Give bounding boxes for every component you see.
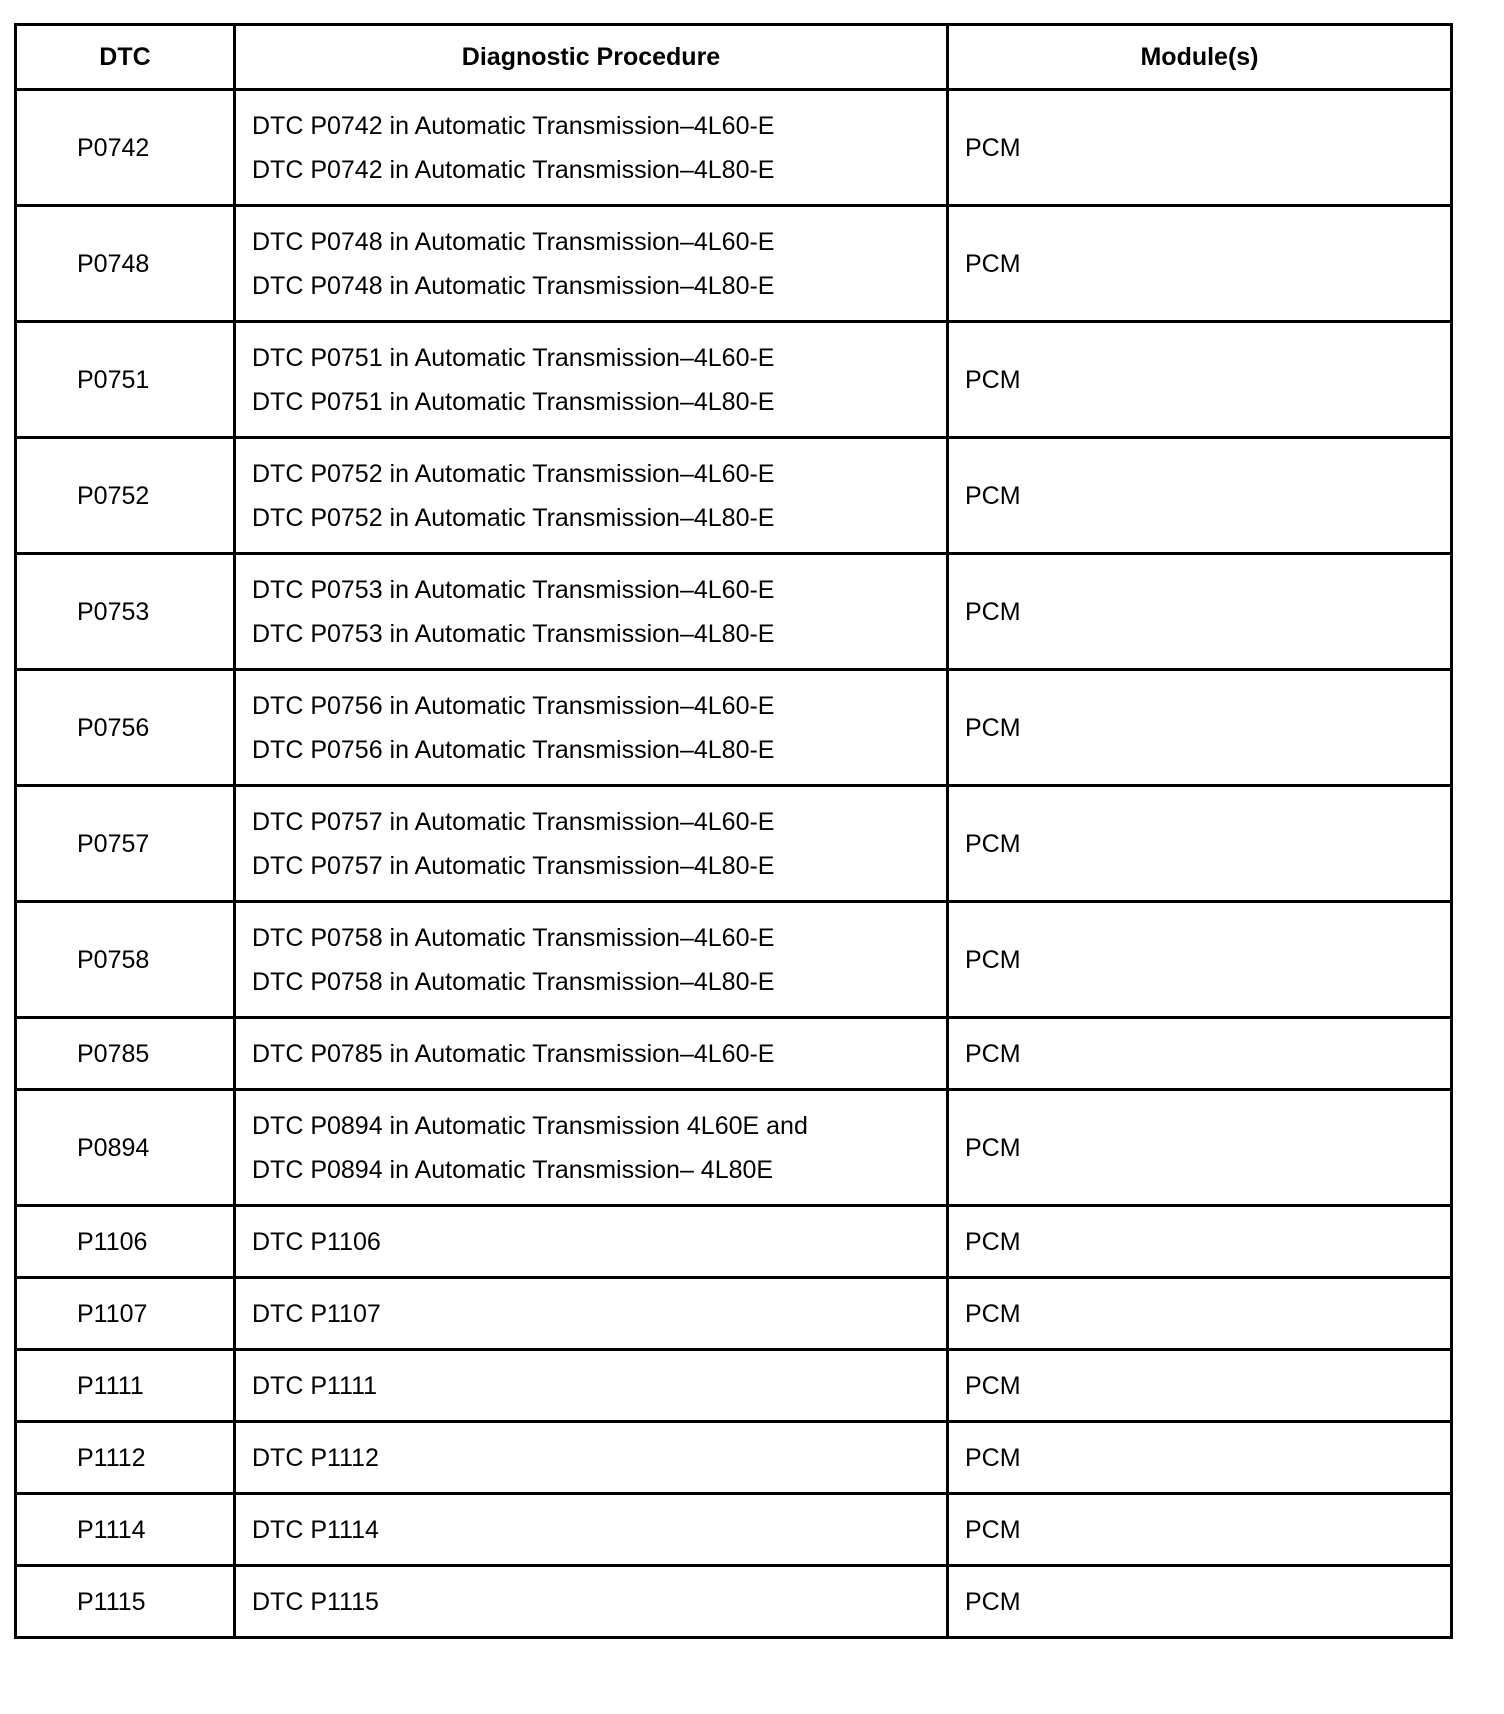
dtc-code-cell: P0752 — [16, 438, 235, 554]
table-row — [16, 1090, 1452, 1206]
procedure-link-text: DTC P0756 in Automatic Transmission–4L60-E — [252, 691, 775, 720]
table-row — [16, 438, 1452, 554]
procedure-link-text: DTC P0751 in Automatic Transmission–4L60-E — [252, 343, 775, 372]
diagnostic-procedure-cell — [235, 1090, 948, 1206]
table-row — [16, 786, 1452, 902]
procedure-link-text: DTC P0758 in Automatic Transmission–4L60-E — [252, 923, 775, 952]
table-row — [16, 670, 1452, 786]
dtc-code-cell: P0753 — [16, 554, 235, 670]
dtc-code-cell: P1107 — [16, 1278, 235, 1350]
dtc-code-cell: P0748 — [16, 206, 235, 322]
procedure-link-text: DTC P0894 in Automatic Transmission 4L60E and — [252, 1111, 808, 1140]
module-cell: PCM — [948, 90, 1452, 206]
module-cell: PCM — [948, 1350, 1452, 1422]
procedure-link-text: DTC P0757 in Automatic Transmission–4L60-E — [252, 807, 775, 836]
module-cell: PCM — [948, 786, 1452, 902]
module-cell: PCM — [948, 670, 1452, 786]
procedure-link-text: DTC P0752 in Automatic Transmission–4L80-E — [252, 503, 775, 532]
procedure-link-text: DTC P1106 — [252, 1227, 381, 1256]
dtc-code-cell: P0785 — [16, 1018, 235, 1090]
dtc-code-cell: P0756 — [16, 670, 235, 786]
dtc-code-cell: P0757 — [16, 786, 235, 902]
procedure-link-text: DTC P0742 in Automatic Transmission–4L60-E — [252, 111, 775, 140]
dtc-code-cell: P0894 — [16, 1090, 235, 1206]
procedure-link-text: DTC P1112 — [252, 1443, 379, 1472]
procedure-link-text: DTC P0748 in Automatic Transmission–4L60-E — [252, 227, 775, 256]
diagnostic-procedure-cell — [235, 786, 948, 902]
dtc-code-cell: P1106 — [16, 1206, 235, 1278]
dtc-code-cell: P1111 — [16, 1350, 235, 1422]
diagnostic-procedure-cell — [235, 90, 948, 206]
table-row — [16, 1494, 1452, 1566]
diagnostic-procedure-cell — [235, 322, 948, 438]
procedure-link-text: DTC P0753 in Automatic Transmission–4L80-E — [252, 619, 775, 648]
procedure-link-text: DTC P0756 in Automatic Transmission–4L80-E — [252, 735, 775, 764]
dtc-code-cell: P1115 — [16, 1566, 235, 1638]
table-row — [16, 1350, 1452, 1422]
table-row — [16, 1566, 1452, 1638]
table-row — [16, 902, 1452, 1018]
dtc-code-cell: P1112 — [16, 1422, 235, 1494]
procedure-link-text: DTC P1111 — [252, 1371, 378, 1400]
header-modules: Module(s) — [948, 25, 1452, 90]
table-row — [16, 322, 1452, 438]
diagnostic-procedure-cell — [235, 554, 948, 670]
table-row — [16, 1018, 1452, 1090]
diagnostic-procedure-cell — [235, 1422, 948, 1494]
module-cell: PCM — [948, 554, 1452, 670]
diagnostic-procedure-cell — [235, 1018, 948, 1090]
module-cell: PCM — [948, 322, 1452, 438]
module-cell: PCM — [948, 1206, 1452, 1278]
module-cell: PCM — [948, 1018, 1452, 1090]
module-cell: PCM — [948, 1090, 1452, 1206]
dtc-code-cell: P1114 — [16, 1494, 235, 1566]
procedure-link-text: DTC P0742 in Automatic Transmission–4L80-E — [252, 155, 775, 184]
procedure-link-text: DTC P0753 in Automatic Transmission–4L60-E — [252, 575, 775, 604]
procedure-link-text: DTC P1107 — [252, 1299, 381, 1328]
procedure-link-text: DTC P0751 in Automatic Transmission–4L80-E — [252, 387, 775, 416]
table-row — [16, 1422, 1452, 1494]
table-header-row — [16, 25, 1452, 90]
procedure-link-text: DTC P1115 — [252, 1587, 379, 1616]
table-body — [16, 90, 1452, 1638]
diagnostic-procedure-cell — [235, 438, 948, 554]
procedure-link-text: DTC P0752 in Automatic Transmission–4L60-E — [252, 459, 775, 488]
module-cell: PCM — [948, 1422, 1452, 1494]
procedure-link-text: DTC P0785 in Automatic Transmission–4L60-E — [252, 1039, 775, 1068]
dtc-code-cell: P0758 — [16, 902, 235, 1018]
table-row — [16, 206, 1452, 322]
diagnostic-procedure-cell — [235, 1278, 948, 1350]
dtc-table — [14, 23, 1453, 1639]
diagnostic-procedure-cell — [235, 1350, 948, 1422]
diagnostic-procedure-cell — [235, 670, 948, 786]
procedure-link-text: DTC P0748 in Automatic Transmission–4L80-E — [252, 271, 775, 300]
module-cell: PCM — [948, 1494, 1452, 1566]
procedure-link-text: DTC P0757 in Automatic Transmission–4L80-E — [252, 851, 775, 880]
procedure-link-text: DTC P1114 — [252, 1515, 379, 1544]
table-row — [16, 1206, 1452, 1278]
module-cell: PCM — [948, 902, 1452, 1018]
diagnostic-procedure-cell — [235, 902, 948, 1018]
table-row — [16, 1278, 1452, 1350]
module-cell: PCM — [948, 1566, 1452, 1638]
diagnostic-procedure-cell — [235, 1566, 948, 1638]
dtc-code-cell: P0742 — [16, 90, 235, 206]
module-cell: PCM — [948, 206, 1452, 322]
diagnostic-procedure-cell — [235, 206, 948, 322]
table-row — [16, 90, 1452, 206]
diagnostic-procedure-cell — [235, 1206, 948, 1278]
diagnostic-procedure-cell — [235, 1494, 948, 1566]
procedure-link-text: DTC P0894 in Automatic Transmission– 4L80E — [252, 1155, 774, 1184]
table-row — [16, 554, 1452, 670]
procedure-link-text: DTC P0758 in Automatic Transmission–4L80-E — [252, 967, 775, 996]
header-diagnostic-procedure: Diagnostic Procedure — [235, 25, 948, 90]
module-cell: PCM — [948, 1278, 1452, 1350]
module-cell: PCM — [948, 438, 1452, 554]
header-dtc: DTC — [16, 25, 235, 90]
dtc-code-cell: P0751 — [16, 322, 235, 438]
